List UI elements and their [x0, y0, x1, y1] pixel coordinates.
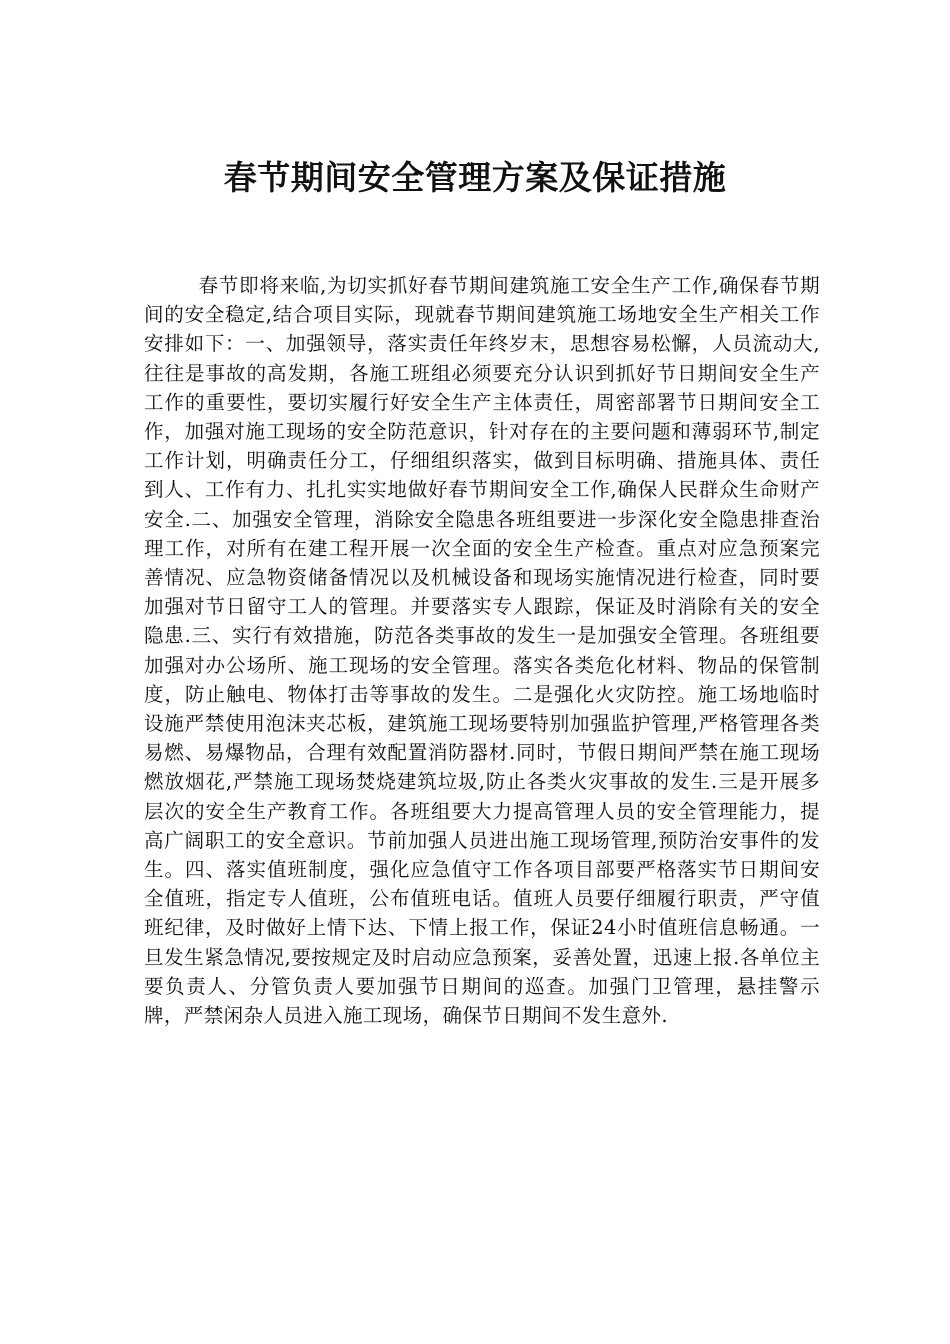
- document-body: 春节即将来临,为切实抓好春节期间建筑施工安全生产工作,确保春节期间的安全稳定,结合项目实际，现就春节期间建筑施工场地安全生产相关工作安排如下：一、加强领导，落实责任年终岁末，思想容易松懈，人员流动大,往往是事故的高发期，各施工班组必须要充分认识到抓好节日期间安全生产工作的重要性，要切实履行好安全生产主体责任，周密部署节日期间安全工作，加强对施工现场的安全防范意识，针对存在的主要问题和薄弱环节,制定工作计划，明确责任分工，仔细组织落实，做到目标明确、措施具体、责任到人、工作有力、扎扎实实地做好春节期间安全工作,确保人民群众生命财产安全.二、加强安全管理，消除安全隐患各班组要进一步深化安全隐患排查治理工作，对所有在建工程开展一次全面的安全生产检查。重点对应急预案完善情况、应急物资储备情况以及机械设备和现场实施情况进行检查，同时要加强对节日留守工人的管理。并要落实专人跟踪，保证及时消除有关的安全隐患.三、实行有效措施，防范各类事故的发生一是加强安全管理。各班组要加强对办公场所、施工现场的安全管理。落实各类危化材料、物品的保管制度，防止触电、物体打击等事故的发生。二是强化火灾防控。施工场地临时设施严禁使用泡沫夹芯板，建筑施工现场要特别加强监护管理,严格管理各类易燃、易爆物品，合理有效配置消防器材.同时，节假日期间严禁在施工现场燃放烟花,严禁施工现场焚烧建筑垃圾,防止各类火灾事故的发生.三是开展多层次的安全生产教育工作。各班组要大力提高管理人员的安全管理能力，提高广阔职工的安全意识。节前加强人员进出施工现场管理,预防治安事件的发生。四、落实值班制度，强化应急值守工作各项目部要严格落实节日期间安全值班，指定专人值班，公布值班电话。值班人员要仔细履行职责，严守值班纪律，及时做好上情下达、下情上报工作，保证24小时值班信息畅通。一旦发生紧急情况,要按规定及时启动应急预案，妥善处置，迅速上报.各单位主要负责人、分管负责人要加强节日期间的巡查。加强门卫管理，悬挂警示牌，严禁闲杂人员进入施工现场，确保节日期间不发生意外.: [144, 274, 820, 1028]
- document-title: 春节期间安全管理方案及保证措施: [223, 158, 727, 197]
